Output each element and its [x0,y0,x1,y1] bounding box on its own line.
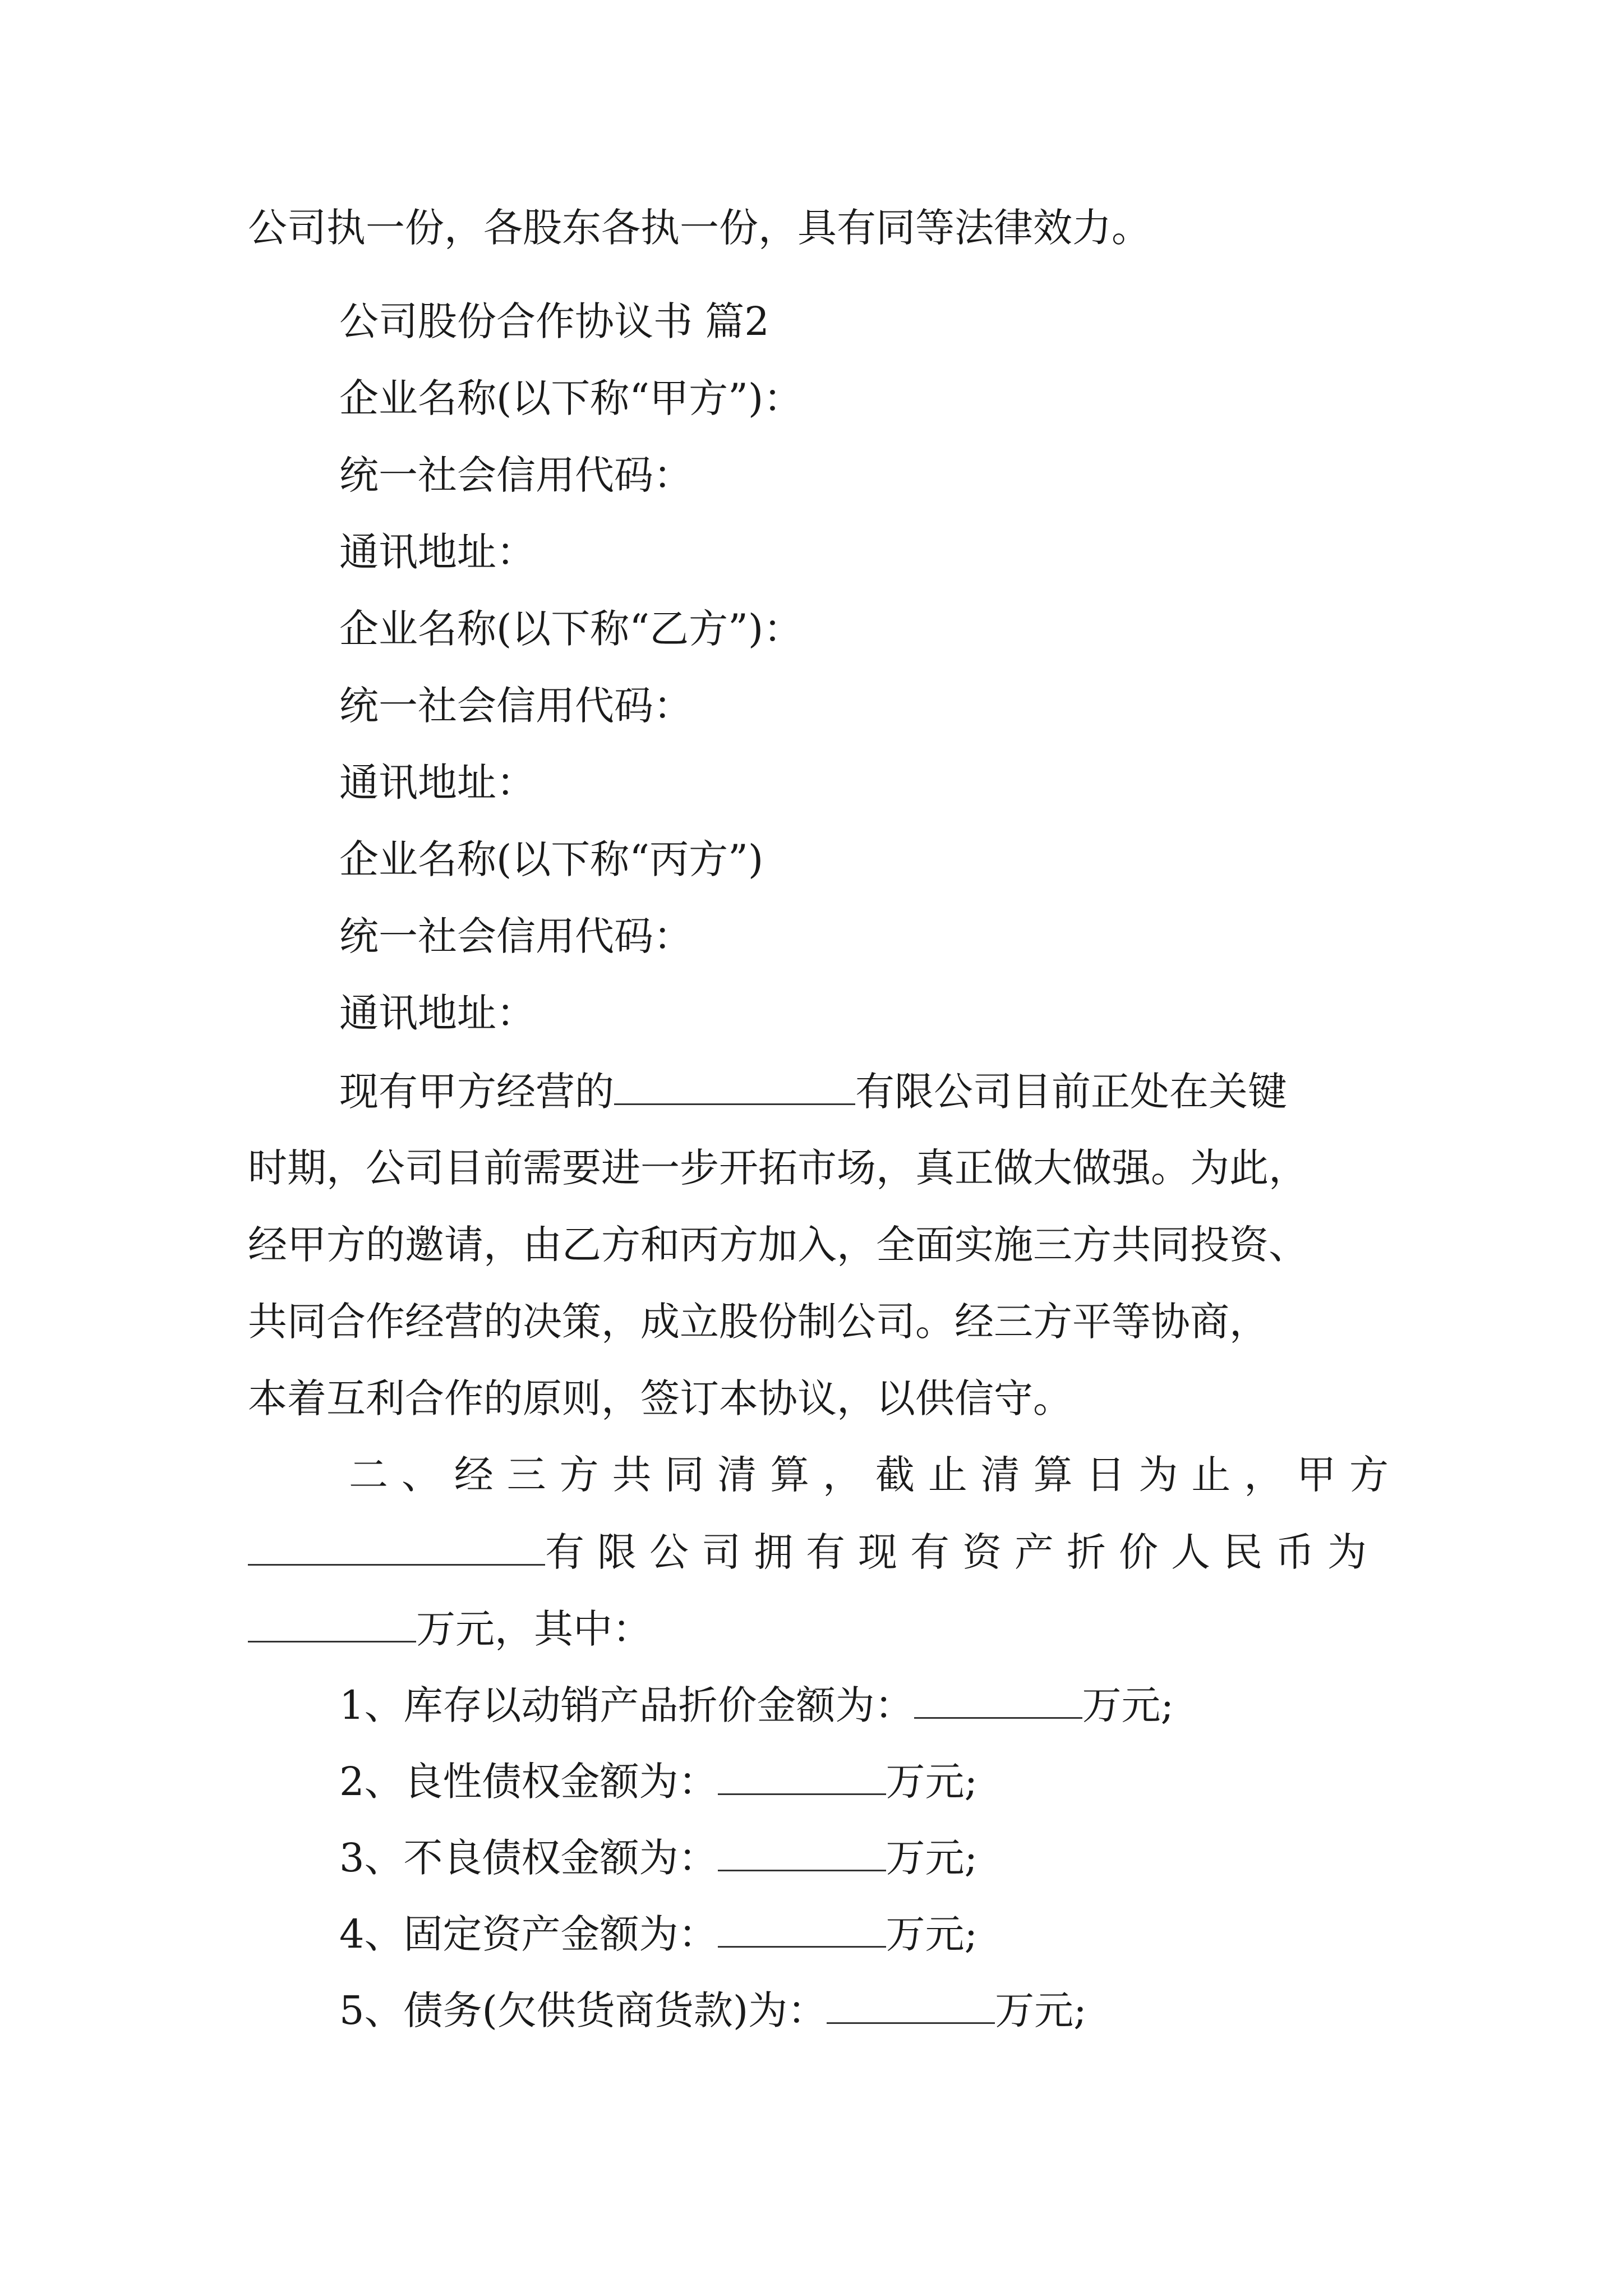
party-b-address-field: 通讯地址： [339,760,536,806]
clause-2-line [248,1525,1380,1579]
item-unit: 万元; [1082,1682,1174,1728]
preamble-text: 现有甲方经营的 [339,1069,614,1115]
item-unit: 万元; [886,1911,978,1957]
blank-amount [718,1907,886,1948]
text-line: 公司执一份，各股东各执一份，具有同等法律效力。 [248,205,1151,251]
party-a-name-field: 企业名称(以下称“甲方”)： [339,375,803,421]
item-label: 4、固定资产金额为： [339,1911,718,1957]
text-line: 经甲方的邀请，由乙方和丙方加入，全面实施三方共同投资、 [248,1222,1308,1268]
clause-2-line: 二、经三方共同清算，截止清算日为止，甲方 [349,1452,1392,1498]
text-line: 时期，公司目前需要进一步开拓市场，真正做大做强。为此， [248,1145,1308,1191]
clause-text: 万元，其中： [416,1606,652,1652]
item-unit: 万元; [886,1759,978,1805]
clause-2-line [248,1602,652,1656]
text-line: 共同合作经营的决策，成立股份制公司。经三方平等协商， [248,1299,1269,1345]
party-b-name-field: 企业名称(以下称“乙方”)： [339,606,803,652]
preamble-text: 有限公司目前正处在关键 [855,1069,1287,1115]
asset-item-5 [339,1983,1087,2037]
item-unit: 万元; [995,1987,1087,2033]
blank-company-name [248,1525,545,1566]
party-a-credit-code-field: 统一社会信用代码： [339,452,693,498]
blank-amount [718,1830,886,1871]
asset-item-1 [339,1678,1174,1732]
section-heading: 公司股份合作协议书 篇2 [339,298,769,344]
party-b-credit-code-field: 统一社会信用代码： [339,683,693,729]
party-c-address-field: 通讯地址： [339,990,536,1036]
item-label: 1、库存以动销产品折价金额为： [339,1682,914,1728]
item-label: 2、良性债权金额为： [339,1759,718,1805]
item-label: 5、债务(欠供货商货款)为： [339,1987,827,2033]
asset-item-4 [339,1907,978,1961]
blank-amount [914,1678,1082,1719]
asset-item-3 [339,1830,978,1885]
asset-item-2 [339,1754,978,1809]
party-a-address-field: 通讯地址： [339,529,536,575]
text-line: 本着互利合作的原则，签订本协议，以供信守。 [248,1375,1072,1421]
blank-company-name [614,1064,855,1105]
item-unit: 万元; [886,1835,978,1881]
blank-amount [718,1754,886,1795]
party-c-credit-code-field: 统一社会信用代码： [339,913,693,959]
blank-amount [827,1983,995,2024]
party-c-name-field: 企业名称(以下称“丙方”) [339,836,764,882]
preamble-line [339,1064,1287,1119]
clause-text: 有限公司拥有现有资产折价人民币为 [545,1529,1380,1575]
blank-amount [248,1602,416,1642]
item-label: 3、不良债权金额为： [339,1835,718,1881]
